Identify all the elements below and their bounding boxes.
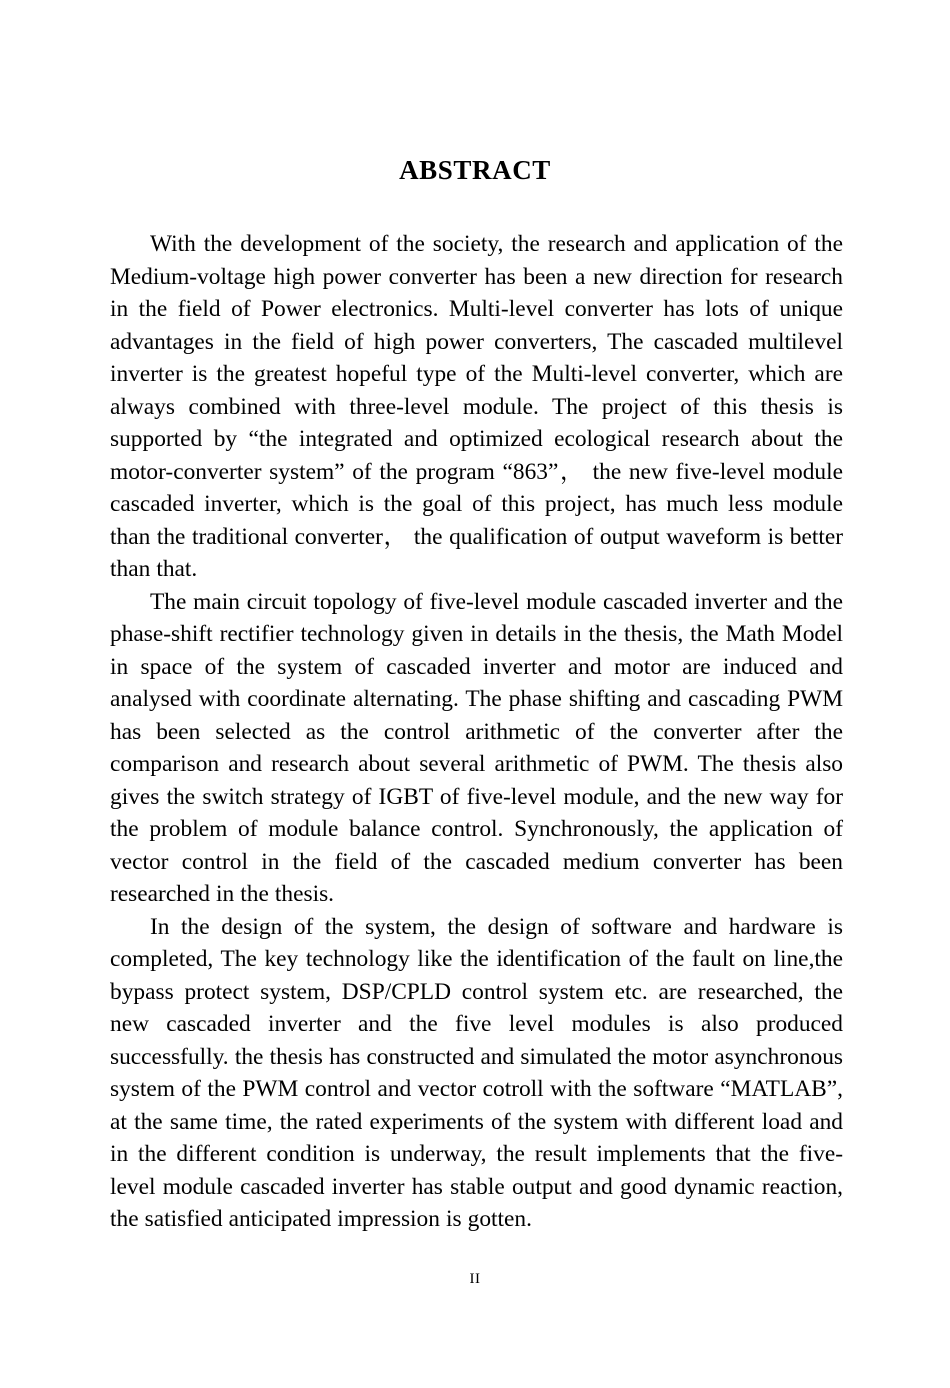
abstract-paragraph-2: The main circuit topology of five-level module cascaded inverter and the phase-shift rectifier technology given in details in the thesis, the Math Model in space of the system of cascaded inverter and motor are induced and analysed with coordinate alternating. The phase shifting and cascading PWM has been selected as the control arithmetic of the converter after the comparison and research about several arithmetic of PWM. The thesis also gives the switch strategy of IGBT of five-level module, and the new way for the problem of module balance control. Synchronously, the application of vector control in the field of the cascaded medium converter has been researched in the thesis. <box>110 588 843 907</box>
page-number: II <box>469 1271 481 1287</box>
abstract-body <box>110 228 843 1236</box>
page-title: ABSTRACT <box>399 155 551 186</box>
abstract-paragraph-1: With the development of the society, the research and application of the Medium-voltage high power converter has been a new direction for research in the field of Power electronics. Multi-level converter has lots of unique advantages in the field of high power converters, The cascaded multilevel inverter is the greatest hopeful type of the Multi-level converter, which are always combined with three-level module. The project of this thesis is supported by “the integrated and optimized ecological research about the motor-converter system” of the program “863”， the new five-level module cascaded inverter, which is the goal of this project, has much less module than the traditional converter， the qualification of output waveform is better than that. <box>110 231 843 582</box>
abstract-paragraph-3: In the design of the system, the design of software and hardware is completed, The key technology like the identification of the fault on line,the bypass protect system, DSP/CPLD control system etc. are researched, the new cascaded inverter and the five level modules is also produced successfully. the thesis has constructed and simulated the motor asynchronous system of the PWM control and vector cotroll with the software “MATLAB”, at the same time, the rated experiments of the system with different load and in the different condition is underway, the result implements that the five-level module cascaded inverter has stable output and good dynamic reaction, the satisfied anticipated impression is gotten. <box>110 913 843 1232</box>
